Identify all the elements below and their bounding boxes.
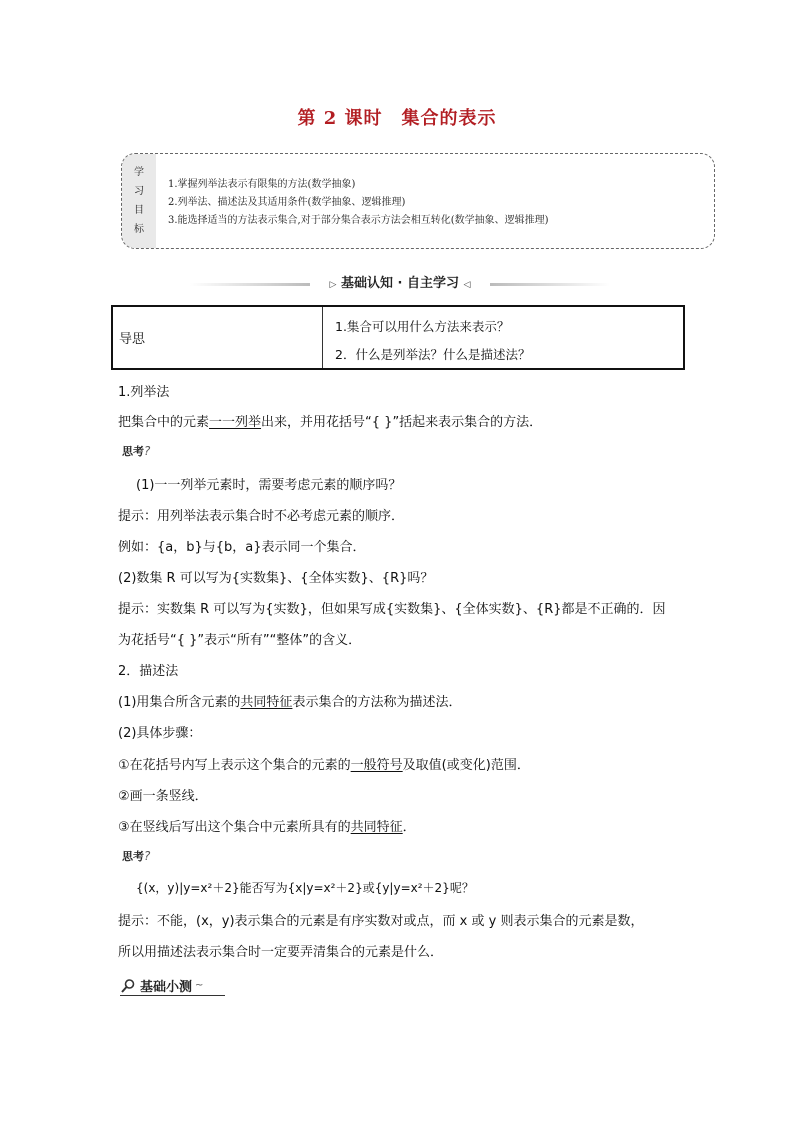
- hint-continued: 为花括号“{ }”表示“所有”“整体”的含义．: [118, 633, 362, 648]
- step: [118, 754, 530, 773]
- question: (1)一一列举元素时，需要考虑元素的顺序吗？: [136, 478, 402, 493]
- page-title: 第 2 课时 集合的表示: [297, 108, 497, 129]
- banner-title: 基础认知 · 自主学习: [341, 276, 459, 291]
- text-run: ．: [402, 820, 416, 835]
- underlined-term: 一般符号: [350, 758, 403, 773]
- underlined-term: 共同特征: [350, 820, 403, 835]
- text-run: (1)用集合所含元素的: [118, 695, 241, 710]
- think-label-text: 思考: [122, 850, 144, 863]
- decorative-flourish-icon: ~: [195, 980, 204, 991]
- question-mark-icon: ?: [144, 849, 151, 863]
- objective-item: 2.列举法、描述法及其适用条件(数学抽象、逻辑推理): [168, 197, 406, 208]
- text-run: 把集合中的元素: [118, 415, 210, 430]
- think-label: [122, 848, 150, 864]
- objective-item: 3.能选择适当的方法表示集合,对于部分集合表示方法会相互转化(数学抽象、逻辑推理): [168, 215, 549, 226]
- hint: 提示：不能，(x，y)表示集合的元素是有序实数对或点，而 x 或 y 则表示集合的元素是数，: [118, 914, 644, 929]
- text-run: 表示集合的方法称为描述法．: [292, 695, 462, 710]
- think-label: [122, 443, 150, 459]
- guide-question: 1.集合可以用什么方法来表示？: [335, 319, 510, 334]
- guide-label: 导思: [113, 307, 323, 368]
- think-label-text: 思考: [122, 445, 144, 458]
- objectives-label-char: 目: [134, 205, 144, 216]
- learning-objectives-box: [121, 153, 715, 249]
- objectives-label-char: 习: [134, 186, 144, 197]
- hint-continued: 所以用描述法表示集合时一定要弄清集合的元素是什么．: [118, 945, 444, 960]
- objectives-label-char: 学: [134, 167, 144, 178]
- objectives-label-char: 标: [134, 224, 144, 235]
- basic-test-heading: [120, 976, 203, 995]
- magnifier-icon: [120, 978, 136, 994]
- banner-arrow-left-icon: ◁: [463, 280, 471, 290]
- banner-arrow-right-icon: ▷: [329, 280, 337, 290]
- text-run: ③在竖线后写出这个集合中元素所具有的: [118, 820, 351, 835]
- paragraph: (2)具体步骤：: [118, 726, 202, 741]
- section-heading: 1.列举法: [118, 385, 170, 400]
- example: 例如：{a，b}与{b，a}表示同一个集合．: [118, 540, 366, 555]
- text-run: ①在花括号内写上表示这个集合的元素的: [118, 758, 351, 773]
- guide-question: 2．什么是列举法？什么是描述法？: [335, 347, 531, 362]
- paragraph: [118, 691, 461, 710]
- heading-underline: [120, 995, 225, 996]
- underlined-term: 共同特征: [240, 695, 293, 710]
- question: {(x，y)|y=x²＋2}能否写为{x|y=x²＋2}或{y|y=x²＋2}呢？: [136, 881, 474, 895]
- hint: 提示：用列举法表示集合时不必考虑元素的顺序．: [118, 509, 405, 524]
- question-mark-icon: ?: [144, 444, 151, 458]
- paragraph: [118, 411, 542, 430]
- section-banner: [190, 274, 610, 294]
- text-run: 出来，并用花括号“{ }”括起来表示集合的方法．: [261, 415, 543, 430]
- step: [118, 816, 416, 835]
- underlined-term: 一一列举: [209, 415, 262, 430]
- text-run: 及取值(或变化)范围．: [402, 758, 530, 773]
- basic-test-label: 基础小测: [140, 980, 193, 995]
- step: ②画一条竖线．: [118, 789, 208, 804]
- objectives-list: [168, 176, 706, 230]
- objective-item: 1.掌握列举法表示有限集的方法(数学抽象): [168, 179, 356, 190]
- guide-table: [111, 305, 685, 370]
- section-heading: 2．描述法: [118, 664, 179, 679]
- hint: 提示：实数集 R 可以写为{实数}，但如果写成{实数集}、{全体实数}、{R}都是不正确的．因: [118, 602, 666, 617]
- objectives-label: [122, 154, 156, 248]
- question: (2)数集 R 可以写为{实数集}、{全体实数}、{R}吗？: [118, 571, 434, 586]
